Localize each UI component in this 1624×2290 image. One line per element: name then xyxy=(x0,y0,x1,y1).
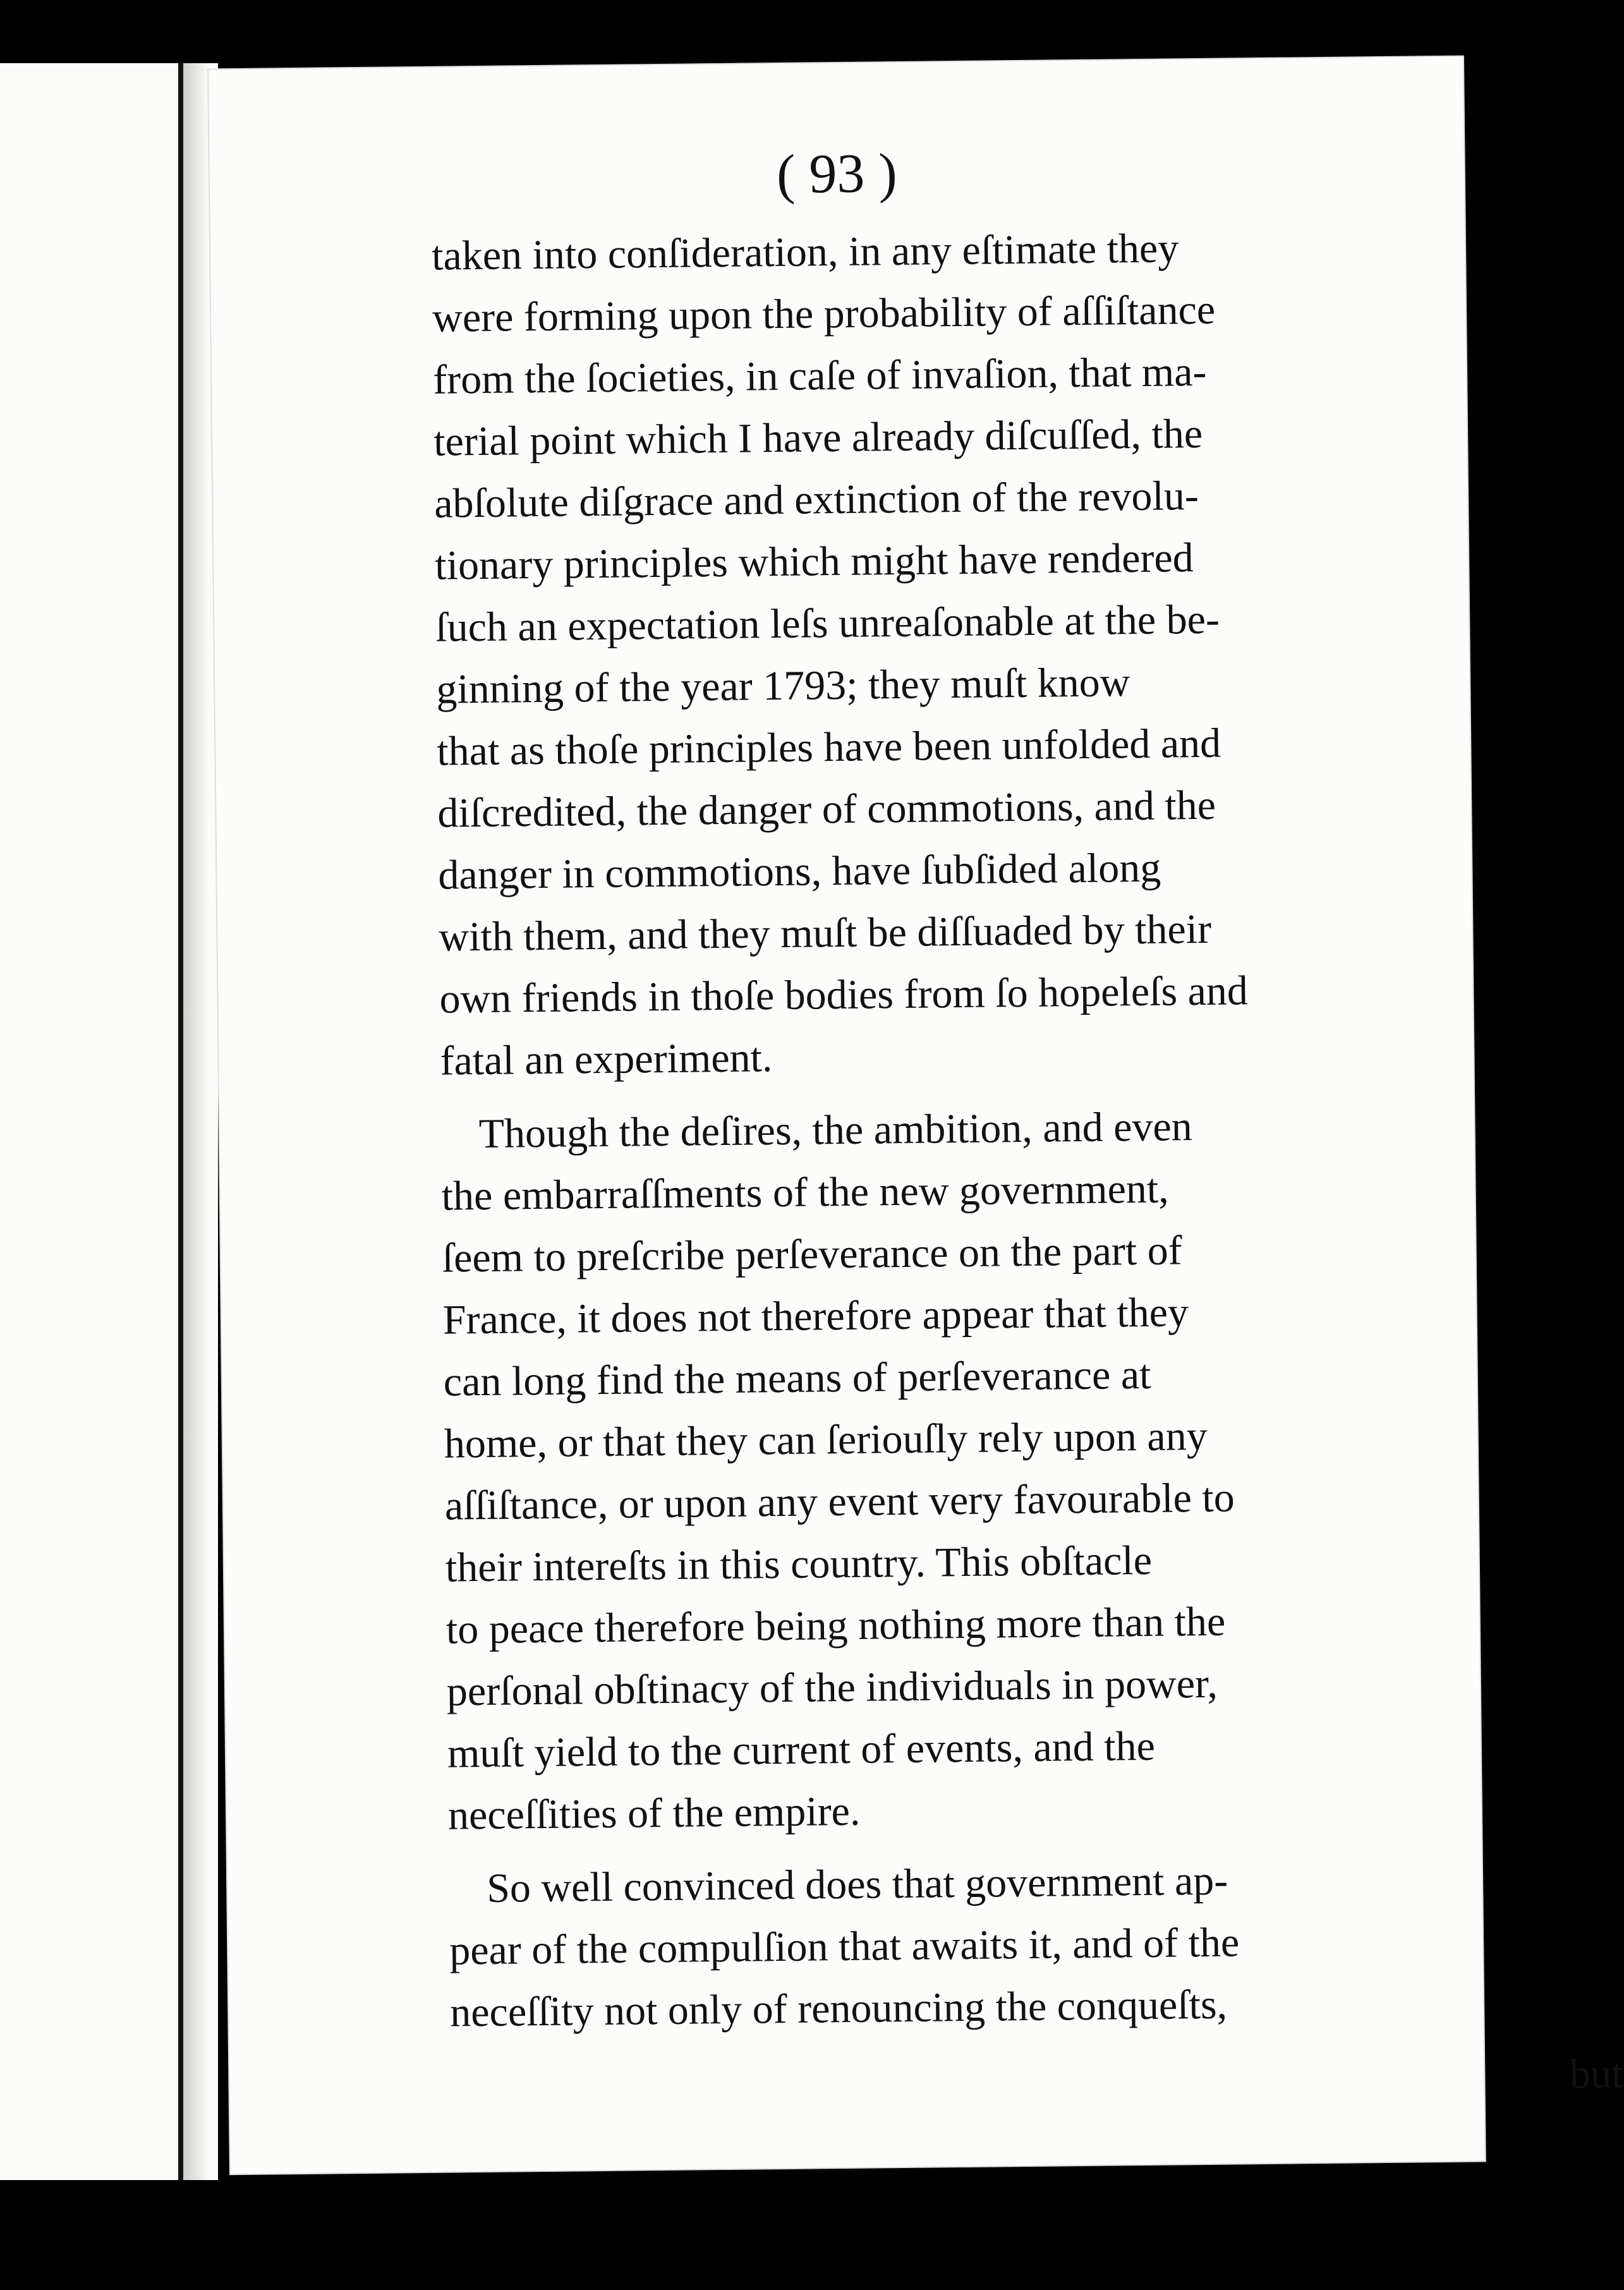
text-line: tionary principles which might have rendered xyxy=(434,535,1194,589)
text-line: ginning of the year 1793; they muſt know xyxy=(435,659,1130,713)
text-line: home, or that they can ſeriouſly rely upon any xyxy=(444,1412,1208,1467)
text-line: perſonal obſtinacy of the individuals in power, xyxy=(446,1660,1218,1715)
text-line: neceſſities of the empire. xyxy=(447,1788,861,1839)
paragraph-2 xyxy=(440,1091,1620,1846)
text-line: fatal an experiment. xyxy=(440,1034,773,1084)
text-line: Though the deſires, the ambition, and even xyxy=(478,1103,1193,1158)
text-line: their intereſts in this country. This obſtacle xyxy=(445,1537,1153,1591)
fold-shadow xyxy=(183,63,209,2180)
text-line: abſolute diſgrace and extinction of the revolu- xyxy=(433,473,1199,527)
text-line: diſcredited, the danger of commotions, and the xyxy=(437,782,1216,837)
text-line: that as thoſe principles have been unfolded and xyxy=(436,720,1221,775)
text-line: own friends in thoſe bodies from ſo hopeleſs and xyxy=(439,967,1249,1022)
text-line: So well convinced does that government ap- xyxy=(486,1857,1228,1911)
text-line: France, it does not therefore appear that they xyxy=(442,1289,1189,1343)
text-line: aſſiſtance, or upon any event very favourable to xyxy=(444,1474,1235,1529)
text-line: with them, and they muſt be diſſuaded by their xyxy=(439,906,1212,960)
paragraph-3 xyxy=(449,1846,1623,2044)
text-line: from the ſocieties, in caſe of invaſion, that ma- xyxy=(432,348,1207,403)
text-line: taken into conſideration, in any eſtimate they xyxy=(431,225,1179,279)
page-number: ( 93 ) xyxy=(776,142,898,205)
text-line: pear of the compulſion that awaits it, and of the xyxy=(449,1919,1240,1974)
text-line: danger in commotions, have ſubſided along xyxy=(438,844,1161,899)
text-line: muſt yield to the current of events, and the xyxy=(447,1723,1156,1777)
text-line: ſeem to preſcribe perſeverance on the part of xyxy=(442,1227,1182,1281)
book-page xyxy=(209,57,1623,2174)
binding-gutter xyxy=(178,63,183,2180)
paragraph-1 xyxy=(432,213,1613,1092)
page-body xyxy=(432,213,1623,2117)
text-line: terial point which I have already diſcuſſed, the xyxy=(433,410,1203,465)
catchword: but xyxy=(1569,2051,1623,2098)
text-line: neceſſity not only of renouncing the conqueſts, xyxy=(449,1981,1228,2036)
text-line: ſuch an expectation leſs unreaſonable at the be- xyxy=(435,596,1220,651)
text-line: the embarraſſments of the new government, xyxy=(441,1165,1170,1220)
text-line: can long find the means of perſeverance at xyxy=(443,1351,1151,1405)
text-line: were forming upon the probability of aſſiſtance xyxy=(432,286,1216,341)
text-line: to peace therefore being nothing more than the xyxy=(445,1598,1226,1653)
